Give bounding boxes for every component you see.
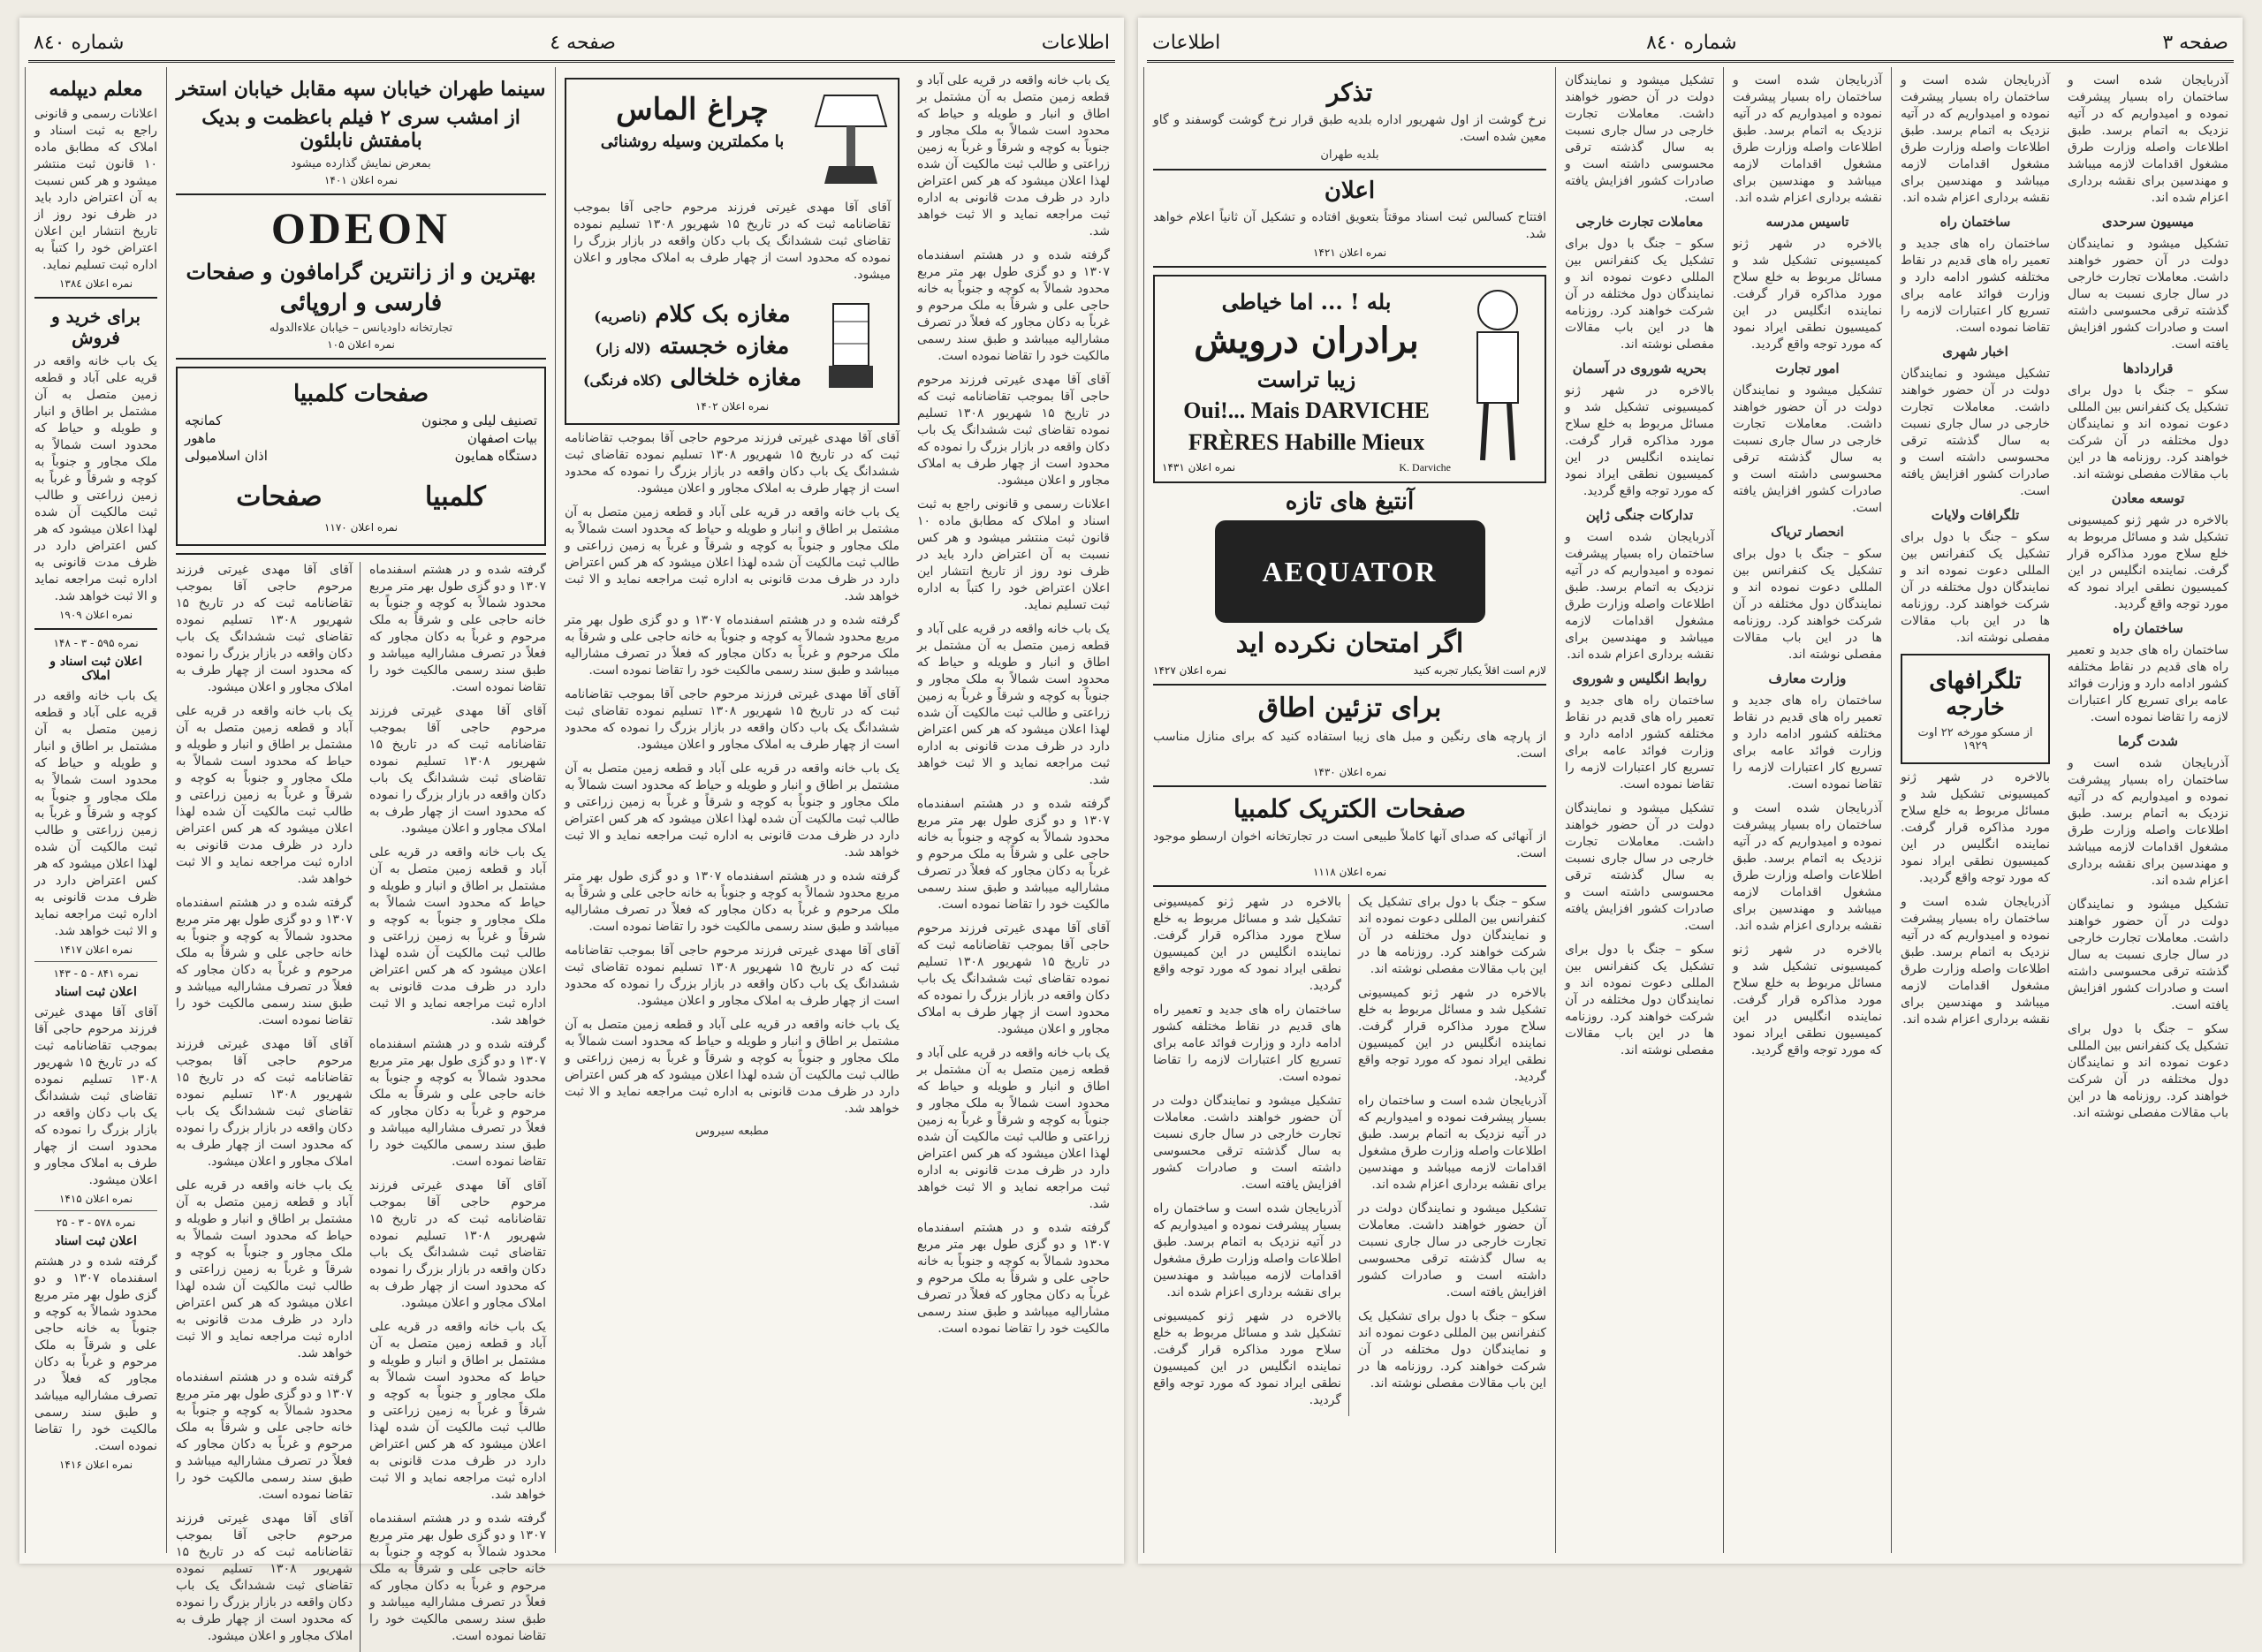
odeon-dealer: تجارتخانه داودیانس – خیابان علاءالدوله	[269, 322, 453, 335]
section-title: میسیون سرحدی	[2101, 214, 2195, 230]
article-column: تشکیل میشود و نمایندگان دولت در آن حضور خواهند داشت. معاملات تجارت خارجی در سال جاری نسبت به سال گذشته ترقی محسوسی داشته است و صادرات کشور افزایش یافته است. معاملات تجارت خارجی سکو – جنگ با دول برای تشکیل یک کنفرانس بین المللی دعوت نموده اند و نمایندگان دول مختلفه در آن شرکت خواهند کرد. روزنامه ها در این باب مقالات مفصلی نوشته اند. بحریه شوروی در آسمان بالاخره در شهر ژنو کمیسیونی تشکیل شد و مسائل مربوط به خلع سلاح مورد مذاکره قرار گرفت. نماینده انگلیس در این کمیسیون نطقی ایراد نمود که مورد توجه واقع گردید. تدارکات جنگی ژاپن آذربایجان شده است و ساختمان راه بسیار پیشرفت نموده و امیدواریم که در آتیه نزدیک به اتمام برسد. طبق اطلاعات واصله وزارت طرق مشغول اقدامات لازمه میباشد و مهندسین برای نقشه برداری اعزام شده اند. روابط انگلیس و شوروی ساختمان راه های جدید و تعمیر راه های قدیم در نقاط مختلفه کشور ادامه دارد و وزارت فوائد عامه برای تسریع کار اعتبارات لازمه را تقاضا نموده است. تشکیل میشود و نمایندگان دولت در آن حضور خواهند داشت. معاملات تجارت خارجی در سال جاری نسبت به سال گذشته ترقی محسوسی داشته است و صادرات کشور افزایش یافته است. سکو – جنگ با دول برای تشکیل یک کنفرانس بین المللی دعوت نموده اند و نمایندگان دول مختلفه در آن شرکت خواهند کرد. روزنامه ها در این باب مقالات مفصلی نوشته اند.	[1565, 73, 1714, 1057]
odeon-brand: ODEON	[270, 203, 452, 253]
sale-ad-number: نمره اعلان ۱۹۰۹	[58, 609, 133, 621]
darviche-latin-2: FRÈRES Habille Mieux	[1188, 429, 1425, 455]
section-title: انحصار تریاک	[1771, 524, 1844, 540]
registration-body: یک باب خانه واقعه در قریه علی آباد و قطعه زمین متصل به آن مشتمل بر اطاق و انبار و طویله و حیاط که محدود است شمالاً به ملک مجاور و جنوباً به کوچه و شرقاً و غرباً به زمین زراعتی و طالب ثبت مالکیت آن شده لهذا اعلان میشود که هر کس اعتراض دارد در ظرف مدت قانونی به اداره ثبت مراجعه نماید و الا ثبت خواهد شد.	[34, 689, 157, 938]
store-1-note: (ناصریه)	[594, 308, 648, 325]
section-title: توسعه معادن	[2111, 490, 2185, 506]
list-item: تصنیف لیلی و مجنون کمانچه	[185, 413, 537, 428]
section-title: قراردادها	[2122, 360, 2174, 376]
left-col-3	[555, 67, 908, 1553]
sale-ad-title: برای خرید و فروش	[51, 306, 140, 348]
teacher-ad-title: معلم دیپلمه	[49, 78, 143, 101]
section-title: معاملات تجارت خارجی	[1575, 214, 1704, 230]
store-1: مغازه بک کلام	[655, 301, 791, 328]
lamp-icon	[811, 87, 891, 193]
reminder-text: نرخ گوشت از اول شهریور اداره بلدیه طبق قرار نرخ گوشت گوسفند و گاو معین شده است.	[1153, 113, 1546, 144]
newspaper-name: اطلاعات	[1041, 31, 1110, 54]
section-title: شدت گرما	[2118, 733, 2178, 749]
teacher-ad-number: نمره اعلان ۱۳۸٤	[58, 277, 133, 290]
darviche-latin-1: Oui!... Mais DARVICHE	[1183, 398, 1430, 423]
darviche-line-3: زیبا تراست	[1256, 367, 1356, 392]
columbia-records-ad	[176, 367, 546, 546]
article-column: آقای آقا مهدی غیرتی فرزند مرحوم حاجی آقا بموجب تقاضانامه ثبت که در تاریخ ۱۵ شهریور ۱۳۰۸ تسلیم نموده تقاضای ثبت ششدانگ یک باب دکان واقعه در بازار بزرگ را نموده که محدود است از چهار طرف به املاک مجاور و اعلان میشود. یک باب خانه واقعه در قریه علی آباد و قطعه زمین متصل به آن مشتمل بر اطاق و انبار و طویله و حیاط که محدود است شمالاً به ملک مجاور و جنوباً به کوچه و شرقاً و غرباً به زمین زراعتی و طالب ثبت مالکیت آن شده لهذا اعلان میشود که هر کس اعتراض دارد در ظرف مدت قانونی به اداره ثبت مراجعه نماید و الا ثبت خواهد شد. گرفته شده و در هشتم اسفندماه ۱۳۰۷ و دو گزی طول بهر متر مربع محدود شمالاً به کوچه و جنوباً به خانه حاجی علی و شرقاً به ملک مرحوم و غرباً به دکان مجاور که فعلاً در تصرف مشارالیه میباشد و طبق سند رسمی مالکیت خود را تقاضا نموده است. آقای آقا مهدی غیرتی فرزند مرحوم حاجی آقا بموجب تقاضانامه ثبت که در تاریخ ۱۵ شهریور ۱۳۰۸ تسلیم نموده تقاضای ثبت ششدانگ یک باب دکان واقعه در بازار بزرگ را نموده که محدود است از چهار طرف به املاک مجاور و اعلان میشود. یک باب خانه واقعه در قریه علی آباد و قطعه زمین متصل به آن مشتمل بر اطاق و انبار و طویله و حیاط که محدود است شمالاً به ملک مجاور و جنوباً به کوچه و شرقاً و غرباً به زمین زراعتی و طالب ثبت مالکیت آن شده لهذا اعلان میشود که هر کس اعتراض دارد در ظرف مدت قانونی به اداره ثبت مراجعه نماید و الا ثبت خواهد شد. گرفته شده و در هشتم اسفندماه ۱۳۰۷ و دو گزی طول بهر متر مربع محدود شمالاً به کوچه و جنوباً به خانه حاجی علی و شرقاً به ملک مرحوم و غرباً به دکان مجاور که فعلاً در تصرف مشارالیه میباشد و طبق سند رسمی مالکیت خود را تقاضا نموده است. آقای آقا مهدی غیرتی فرزند مرحوم حاجی آقا بموجب تقاضانامه ثبت که در تاریخ ۱۵ شهریور ۱۳۰۸ تسلیم نموده تقاضای ثبت ششدانگ یک باب دکان واقعه در بازار بزرگ را نموده که محدود است از چهار طرف به املاک مجاور و اعلان میشود.	[176, 562, 361, 1652]
columbia-electric-title: صفحات الکتریک کلمبیا	[1233, 794, 1467, 823]
article-column: آقای آقا مهدی غیرتی فرزند مرحوم حاجی آقا بموجب تقاضانامه ثبت که در تاریخ ۱۵ شهریور ۱۳۰۸ تسلیم نموده تقاضای ثبت ششدانگ یک باب دکان واقعه در بازار بزرگ را نموده که محدود است از چهار طرف به املاک مجاور و اعلان میشود. یک باب خانه واقعه در قریه علی آباد و قطعه زمین متصل به آن مشتمل بر اطاق و انبار و طویله و حیاط که محدود است شمالاً به ملک مجاور و جنوباً به کوچه و شرقاً و غرباً به زمین زراعتی و طالب ثبت مالکیت آن شده لهذا اعلان میشود که هر کس اعتراض دارد در ظرف مدت قانونی به اداره ثبت مراجعه نماید و الا ثبت خواهد شد. گرفته شده و در هشتم اسفندماه ۱۳۰۷ و دو گزی طول بهر متر مربع محدود شمالاً به کوچه و جنوباً به خانه حاجی علی و شرقاً به ملک مرحوم و غرباً به دکان مجاور که فعلاً در تصرف مشارالیه میباشد و طبق سند رسمی مالکیت خود را تقاضا نموده است. آقای آقا مهدی غیرتی فرزند مرحوم حاجی آقا بموجب تقاضانامه ثبت که در تاریخ ۱۵ شهریور ۱۳۰۸ تسلیم نموده تقاضای ثبت ششدانگ یک باب دکان واقعه در بازار بزرگ را نموده که محدود است از چهار طرف به املاک مجاور و اعلان میشود. یک باب خانه واقعه در قریه علی آباد و قطعه زمین متصل به آن مشتمل بر اطاق و انبار و طویله و حیاط که محدود است شمالاً به ملک مجاور و جنوباً به کوچه و شرقاً و غرباً به زمین زراعتی و طالب ثبت مالکیت آن شده لهذا اعلان میشود که هر کس اعتراض دارد در ظرف مدت قانونی به اداره ثبت مراجعه نماید و الا ثبت خواهد شد. گرفته شده و در هشتم اسفندماه ۱۳۰۷ و دو گزی طول بهر متر مربع محدود شمالاً به کوچه و جنوباً به خانه حاجی علی و شرقاً به ملک مرحوم و غرباً به دکان مجاور که فعلاً در تصرف مشارالیه میباشد و طبق سند رسمی مالکیت خود را تقاضا نموده است. آقای آقا مهدی غیرتی فرزند مرحوم حاجی آقا بموجب تقاضانامه ثبت که در تاریخ ۱۵ شهریور ۱۳۰۸ تسلیم نموده تقاضای ثبت ششدانگ یک باب دکان واقعه در بازار بزرگ را نموده که محدود است از چهار طرف به املاک مجاور و اعلان میشود. یک باب خانه واقعه در قریه علی آباد و قطعه زمین متصل به آن مشتمل بر اطاق و انبار و طویله و حیاط که محدود است شمالاً به ملک مجاور و جنوباً به کوچه و شرقاً و غرباً به زمین زراعتی و طالب ثبت مالکیت آن شده لهذا اعلان میشود که هر کس اعتراض دارد در ظرف مدت قانونی به اداره ثبت مراجعه نماید و الا ثبت خواهد شد.	[565, 431, 899, 1116]
sale-ad-body: یک باب خانه واقعه در قریه علی آباد و قطعه زمین متصل به آن مشتمل بر اطاق و انبار و طویله و حیاط که محدود است شمالاً به ملک مجاور و جنوباً به کوچه و شرقاً و غرباً به زمین زراعتی و طالب ثبت مالکیت آن شده لهذا اعلان میشود که هر کس اعتراض دارد در ظرف مدت قانونی به اداره ثبت مراجعه نماید و الا ثبت خواهد شد.	[34, 354, 157, 603]
odeon-line-2: فارسی و اروپائی	[279, 290, 443, 316]
section-title: تلگرافات ولایات	[1931, 507, 2020, 523]
section-title: ساختمان راه	[2113, 620, 2183, 636]
issue-number: شماره ۸٤۰	[34, 31, 125, 54]
article-column: بالاخره در شهر ژنو کمیسیونی تشکیل شد و مسائل مربوط به خلع سلاح مورد مذاکره قرار گرفت. نماینده انگلیس در این کمیسیون نطقی ایراد نمود که مورد توجه واقع گردید. ساختمان راه های جدید و تعمیر راه های قدیم در نقاط مختلفه کشور ادامه دارد و وزارت فوائد عامه برای تسریع کار اعتبارات لازمه را تقاضا نموده است. تشکیل میشود و نمایندگان دولت در آن حضور خواهند داشت. معاملات تجارت خارجی در سال جاری نسبت به سال گذشته ترقی محسوسی داشته است و صادرات کشور افزایش یافته است. آذربایجان شده است و ساختمان راه بسیار پیشرفت نموده و امیدواریم که در آتیه نزدیک به اتمام برسد. طبق اطلاعات واصله وزارت طرق مشغول اقدامات لازمه میباشد و مهندسین برای نقشه برداری اعزام شده اند. بالاخره در شهر ژنو کمیسیونی تشکیل شد و مسائل مربوط به خلع سلاح مورد مذاکره قرار گرفت. نماینده انگلیس در این کمیسیون نطقی ایراد نمود که مورد توجه واقع گردید.	[1153, 894, 1349, 1416]
odeon-line-1: بهترین و از زانترین گرامافون و صفحات	[186, 259, 536, 284]
notice-text: افتتاح کسالس ثبت اسناد موقتاً بتعویق افتاده و تشکیل آن ثانیاً اعلام خواهد شد.	[1153, 210, 1546, 241]
columbia-number: نمره اعلان ۱۱۷۰	[323, 521, 399, 534]
darviche-line-1: بله ! ... اما خیاطی	[1221, 289, 1392, 314]
article-column: بالاخره در شهر ژنو کمیسیونی تشکیل شد و مسائل مربوط به خلع سلاح مورد مذاکره قرار گرفت. نماینده انگلیس در این کمیسیون نطقی ایراد نمود که مورد توجه واقع گردید. آذربایجان شده است و ساختمان راه بسیار پیشرفت نموده و امیدواریم که در آتیه نزدیک به اتمام برسد. طبق اطلاعات واصله وزارت طرق مشغول اقدامات لازمه میباشد و مهندسین برای نقشه برداری اعزام شده اند.	[1901, 770, 2050, 1027]
columbia-electric-number: نمره اعلان ۱۱۱۸	[1312, 866, 1387, 878]
registration-serial: نمره ۸۴۱ - ۵ - ۱۴۳	[53, 967, 139, 980]
list-item: دستگاه همایون اذان اسلامبولی	[185, 448, 537, 464]
odeon-number: نمره اعلان ۱۰۵	[327, 338, 395, 351]
registration-serial: نمره ۵۷۸ - ۳ - ۲۵	[56, 1216, 136, 1229]
section-title: ساختمان راه	[1939, 214, 2011, 230]
darviche-ad	[1153, 275, 1546, 483]
lamp-title: چراغ الماس	[616, 92, 769, 127]
store-2-note: (لاله زار)	[595, 340, 651, 357]
page-number: صفحه ٤	[550, 31, 616, 54]
list-item: بیات اصفهان ماهور	[185, 430, 537, 446]
darviche-line-2: برادران درویش	[1194, 320, 1419, 361]
cinema-number: نمره اعلان ۱۴۰۱	[323, 174, 399, 186]
aequator-number: نمره اعلان ۱۴۲۷	[1153, 664, 1227, 677]
section-title: تاسیس مدرسه	[1765, 214, 1849, 230]
reminder-signature: بلدیه طهران	[1320, 148, 1379, 162]
notice-title: اعلان	[1324, 178, 1376, 204]
left-page-header	[28, 25, 1115, 63]
cinema-line-2: از امشب سری ۲ فیلم باعظمت و بدیک بامفتش نابلئون	[201, 106, 520, 152]
registration-number: نمره اعلان ۱۴۱۵	[58, 1193, 133, 1205]
section-title: وزارت معارف	[1768, 671, 1847, 686]
aequator-tagline: اگر امتحان نکرده اید	[1235, 628, 1464, 659]
columbia-footer-brand: کلمبیا	[425, 481, 486, 512]
registration-title: اعلان ثبت اسناد	[55, 985, 137, 999]
room-ad-text: از پارچه های رنگین و مبل های زیبا استفاده کنید که برای منازل مناسب است.	[1153, 730, 1546, 761]
registration-title: اعلان ثبت اسناد و املاک	[49, 655, 142, 683]
article-column: سکو – جنگ با دول برای تشکیل یک کنفرانس بین المللی دعوت نموده اند و نمایندگان دول مختلفه در آن شرکت خواهند کرد. روزنامه ها در این باب مقالات مفصلی نوشته اند. بالاخره در شهر ژنو کمیسیونی تشکیل شد و مسائل مربوط به خلع سلاح مورد مذاکره قرار گرفت. نماینده انگلیس در این کمیسیون نطقی ایراد نمود که مورد توجه واقع گردید. آذربایجان شده است و ساختمان راه بسیار پیشرفت نموده و امیدواریم که در آتیه نزدیک به اتمام برسد. طبق اطلاعات واصله وزارت طرق مشغول اقدامات لازمه میباشد و مهندسین برای نقشه برداری اعزام شده اند. تشکیل میشود و نمایندگان دولت در آن حضور خواهند داشت. معاملات تجارت خارجی در سال جاری نسبت به سال گذشته ترقی محسوسی داشته است و صادرات کشور افزایش یافته است. سکو – جنگ با دول برای تشکیل یک کنفرانس بین المللی دعوت نموده اند و نمایندگان دول مختلفه در آن شرکت خواهند کرد. روزنامه ها در این باب مقالات مفصلی نوشته اند.	[1358, 895, 1546, 1391]
teacher-ad-body: اعلانات رسمی و قانونی راجع به ثبت اسناد و املاک که مطابق ماده ۱۰ قانون ثبت منتشر میشود و هر کس نسبت به آن اعتراض دارد باید در ظرف نود روز از تاریخ انتشار این اعلان اعتراض خود را کتباً به اداره ثبت تسلیم نماید.	[34, 107, 157, 272]
article-column: گرفته شده و در هشتم اسفندماه ۱۳۰۷ و دو گزی طول بهر متر مربع محدود شمالاً به کوچه و جنوباً به خانه حاجی علی و شرقاً به ملک مرحوم و غرباً به دکان مجاور که فعلاً در تصرف مشارالیه میباشد و طبق سند رسمی مالکیت خود را تقاضا نموده است. آقای آقا مهدی غیرتی فرزند مرحوم حاجی آقا بموجب تقاضانامه ثبت که در تاریخ ۱۵ شهریور ۱۳۰۸ تسلیم نموده تقاضای ثبت ششدانگ یک باب دکان واقعه در بازار بزرگ را نموده که محدود است از چهار طرف به املاک مجاور و اعلان میشود. یک باب خانه واقعه در قریه علی آباد و قطعه زمین متصل به آن مشتمل بر اطاق و انبار و طویله و حیاط که محدود است شمالاً به ملک مجاور و جنوباً به کوچه و شرقاً و غرباً به زمین زراعتی و طالب ثبت مالکیت آن شده لهذا اعلان میشود که هر کس اعتراض دارد در ظرف مدت قانونی به اداره ثبت مراجعه نماید و الا ثبت خواهد شد. گرفته شده و در هشتم اسفندماه ۱۳۰۷ و دو گزی طول بهر متر مربع محدود شمالاً به کوچه و جنوباً به خانه حاجی علی و شرقاً به ملک مرحوم و غرباً به دکان مجاور که فعلاً در تصرف مشارالیه میباشد و طبق سند رسمی مالکیت خود را تقاضا نموده است. آقای آقا مهدی غیرتی فرزند مرحوم حاجی آقا بموجب تقاضانامه ثبت که در تاریخ ۱۵ شهریور ۱۳۰۸ تسلیم نموده تقاضای ثبت ششدانگ یک باب دکان واقعه در بازار بزرگ را نموده که محدود است از چهار طرف به املاک مجاور و اعلان میشود. یک باب خانه واقعه در قریه علی آباد و قطعه زمین متصل به آن مشتمل بر اطاق و انبار و طویله و حیاط که محدود است شمالاً به ملک مجاور و جنوباً به کوچه و شرقاً و غرباً به زمین زراعتی و طالب ثبت مالکیت آن شده لهذا اعلان میشود که هر کس اعتراض دارد در ظرف مدت قانونی به اداره ثبت مراجعه نماید و الا ثبت خواهد شد. گرفته شده و در هشتم اسفندماه ۱۳۰۷ و دو گزی طول بهر متر مربع محدود شمالاً به کوچه و جنوباً به خانه حاجی علی و شرقاً به ملک مرحوم و غرباً به دکان مجاور که فعلاً در تصرف مشارالیه میباشد و طبق سند رسمی مالکیت خود را تقاضا نموده است.	[369, 563, 546, 1643]
registration-serial: نمره ۵۹۵ - ۳ - ۱۴۸	[53, 637, 139, 649]
aequator-sub: لازم است اقلاً یکبار تجربه کنید	[1413, 664, 1546, 677]
aequator-title: آنتیغ های تازه	[1285, 489, 1415, 515]
telegrams-box	[1901, 654, 2050, 764]
razor-blade-image	[1215, 520, 1485, 623]
article-column: آذربایجان شده است و ساختمان راه بسیار پیشرفت نموده و امیدواریم که در آتیه نزدیک به اتمام برسد. طبق اطلاعات واصله وزارت طرق مشغول اقدامات لازمه میباشد و مهندسین برای نقشه برداری اعزام شده اند. میسیون سرحدی تشکیل میشود و نمایندگان دولت در آن حضور خواهند داشت. معاملات تجارت خارجی در سال جاری نسبت به سال گذشته ترقی محسوسی داشته است و صادرات کشور افزایش یافته است. قراردادها سکو – جنگ با دول برای تشکیل یک کنفرانس بین المللی دعوت نموده اند و نمایندگان دول مختلفه در آن شرکت خواهند کرد. روزنامه ها در این باب مقالات مفصلی نوشته اند. توسعه معادن بالاخره در شهر ژنو کمیسیونی تشکیل شد و مسائل مربوط به خلع سلاح مورد مذاکره قرار گرفت. نماینده انگلیس در این کمیسیون نطقی ایراد نمود که مورد توجه واقع گردید. ساختمان راه ساختمان راه های جدید و تعمیر راه های قدیم در نقاط مختلفه کشور ادامه دارد و وزارت فوائد عامه برای تسریع کار اعتبارات لازمه را تقاضا نموده است. شدت گرما آذربایجان شده است و ساختمان راه بسیار پیشرفت نموده و امیدواریم که در آتیه نزدیک به اتمام برسد. طبق اطلاعات واصله وزارت طرق مشغول اقدامات لازمه میباشد و مهندسین برای نقشه برداری اعزام شده اند. تشکیل میشود و نمایندگان دولت در آن حضور خواهند داشت. معاملات تجارت خارجی در سال جاری نسبت به سال گذشته ترقی محسوسی داشته است و صادرات کشور افزایش یافته است. سکو – جنگ با دول برای تشکیل یک کنفرانس بین المللی دعوت نموده اند و نمایندگان دول مختلفه در آن شرکت خواهند کرد. روزنامه ها در این باب مقالات مفصلی نوشته اند.	[2068, 73, 2228, 1120]
right-col-news-3	[1891, 67, 2059, 1553]
reminder-title: تذکر	[1326, 78, 1373, 107]
page-number: صفحه ۳	[2162, 31, 2228, 54]
cinema-line-1: سینما طهران خیابان سپه مقابل خیابان استخر	[176, 78, 546, 101]
right-col-news-2	[1723, 67, 1891, 1553]
columbia-electric-text: از آنهائی که صدای آنها کاملاً طبیعی است در تجارتخانه اخوان ارسطو موجود است.	[1153, 830, 1546, 860]
section-title: اخبار شهری	[1942, 344, 2008, 360]
aequator-brand: AEQUATOR	[1262, 555, 1438, 587]
lamp-ad	[565, 78, 899, 425]
printer: مطبعه سیروس	[695, 1125, 770, 1138]
columbia-title: صفحات کلمبیا	[292, 381, 429, 407]
left-col-4	[908, 67, 1119, 1553]
lamp-number: نمره اعلان ۱۴۰۲	[695, 400, 770, 413]
lamp-subtitle: با مکملترین وسیله روشنائی	[600, 133, 785, 151]
section-title: تدارکات جنگی ژاپن	[1585, 507, 1694, 523]
registration-body: آقای آقا مهدی غیرتی فرزند مرحوم حاجی آقا بموجب تقاضانامه ثبت که در تاریخ ۱۵ شهریور ۱۳۰۸ تسلیم نموده تقاضای ثبت ششدانگ یک باب دکان واقعه در بازار بزرگ را نموده که محدود است از چهار طرف به املاک مجاور و اعلان میشود.	[34, 1005, 158, 1187]
notice-number: نمره اعلان ۱۴۲۱	[1312, 246, 1387, 259]
registration-body: گرفته شده و در هشتم اسفندماه ۱۳۰۷ و دو گزی طول بهر متر مربع محدود شمالاً به کوچه و جنوباً به خانه حاجی علی و شرقاً به ملک مرحوم و غرباً به دکان مجاور که فعلاً در تصرف مشارالیه میباشد و طبق سند رسمی مالکیت خود را تقاضا نموده است.	[34, 1254, 158, 1453]
columbia-footer-title: صفحات	[236, 481, 323, 512]
article-column: آذربایجان شده است و ساختمان راه بسیار پیشرفت نموده و امیدواریم که در آتیه نزدیک به اتمام برسد. طبق اطلاعات واصله وزارت طرق مشغول اقدامات لازمه میباشد و مهندسین برای نقشه برداری اعزام شده اند. تاسیس مدرسه بالاخره در شهر ژنو کمیسیونی تشکیل شد و مسائل مربوط به خلع سلاح مورد مذاکره قرار گرفت. نماینده انگلیس در این کمیسیون نطقی ایراد نمود که مورد توجه واقع گردید. امور تجارت تشکیل میشود و نمایندگان دولت در آن حضور خواهند داشت. معاملات تجارت خارجی در سال جاری نسبت به سال گذشته ترقی محسوسی داشته است و صادرات کشور افزایش یافته است. انحصار تریاک سکو – جنگ با دول برای تشکیل یک کنفرانس بین المللی دعوت نموده اند و نمایندگان دول مختلفه در آن شرکت خواهند کرد. روزنامه ها در این باب مقالات مفصلی نوشته اند. وزارت معارف ساختمان راه های جدید و تعمیر راه های قدیم در نقاط مختلفه کشور ادامه دارد و وزارت فوائد عامه برای تسریع کار اعتبارات لازمه را تقاضا نموده است. آذربایجان شده است و ساختمان راه بسیار پیشرفت نموده و امیدواریم که در آتیه نزدیک به اتمام برسد. طبق اطلاعات واصله وزارت طرق مشغول اقدامات لازمه میباشد و مهندسین برای نقشه برداری اعزام شده اند. بالاخره در شهر ژنو کمیسیونی تشکیل شد و مسائل مربوط به خلع سلاح مورد مذاکره قرار گرفت. نماینده انگلیس در این کمیسیون نطقی ایراد نمود که مورد توجه واقع گردید.	[1733, 73, 1882, 1057]
cinema-line-3: بمعرض نمایش گذارده میشود	[291, 157, 431, 171]
section-title: بحریه شوروی در آسمان	[1572, 360, 1707, 376]
room-ad-number: نمره اعلان ۱۴۳۰	[1312, 766, 1387, 778]
newspaper-name: اطلاعات	[1152, 31, 1221, 54]
telegrams-subtitle: از مسکو مورخه ۲۲ اوت ۱۹۲۹	[1917, 726, 2033, 753]
lamp-body: آقای آقا مهدی غیرتی فرزند مرحوم حاجی آقا بموجب تقاضانامه ثبت که در تاریخ ۱۵ شهریور ۱۳۰۸ تسلیم نموده تقاضای ثبت ششدانگ یک باب دکان واقعه در بازار بزرگ را نموده که محدود است از چهار طرف به املاک مجاور و اعلان میشود.	[573, 201, 891, 282]
darviche-number: نمره اعلان ۱۴۳۱	[1162, 461, 1236, 474]
darviche-sign: K. Darviche	[1399, 461, 1451, 474]
store-3-note: (کلاه فرنگی)	[582, 372, 663, 389]
left-page	[19, 18, 1124, 1643]
article-column: آذربایجان شده است و ساختمان راه بسیار پیشرفت نموده و امیدواریم که در آتیه نزدیک به اتمام برسد. طبق اطلاعات واصله وزارت طرق مشغول اقدامات لازمه میباشد و مهندسین برای نقشه برداری اعزام شده اند. ساختمان راه ساختمان راه های جدید و تعمیر راه های قدیم در نقاط مختلفه کشور ادامه دارد و وزارت فوائد عامه برای تسریع کار اعتبارات لازمه را تقاضا نموده است. اخبار شهری تشکیل میشود و نمایندگان دولت در آن حضور خواهند داشت. معاملات تجارت خارجی در سال جاری نسبت به سال گذشته ترقی محسوسی داشته است و صادرات کشور افزایش یافته است. تلگرافات ولایات سکو – جنگ با دول برای تشکیل یک کنفرانس بین المللی دعوت نموده اند و نمایندگان دول مختلفه در آن شرکت خواهند کرد. روزنامه ها در این باب مقالات مفصلی نوشته اند.	[1901, 73, 2050, 645]
room-ad-title: برای تزئین اطاق	[1257, 693, 1442, 724]
store-3: مغازه خلخالی	[670, 365, 802, 391]
left-col-2	[166, 67, 555, 1643]
left-col-1	[25, 67, 166, 1553]
right-col-news-4	[2059, 67, 2237, 1553]
right-col-news-1	[1555, 67, 1723, 1553]
registration-number: نمره اعلان ۱۴۱۷	[58, 943, 133, 956]
issue-number: شماره ۸٤۰	[1646, 31, 1737, 54]
registration-title: اعلان ثبت اسناد	[55, 1234, 137, 1248]
section-title: امور تجارت	[1775, 360, 1840, 376]
tailor-figure-icon	[1458, 284, 1537, 469]
store-2: مغازه خجسته	[658, 333, 790, 360]
right-page	[1138, 18, 2243, 1564]
article-column: یک باب خانه واقعه در قریه علی آباد و قطعه زمین متصل به آن مشتمل بر اطاق و انبار و طویله و حیاط که محدود است شمالاً به ملک مجاور و جنوباً به کوچه و شرقاً و غرباً به زمین زراعتی و طالب ثبت مالکیت آن شده لهذا اعلان میشود که هر کس اعتراض دارد در ظرف مدت قانونی به اداره ثبت مراجعه نماید و الا ثبت خواهد شد. گرفته شده و در هشتم اسفندماه ۱۳۰۷ و دو گزی طول بهر متر مربع محدود شمالاً به کوچه و جنوباً به خانه حاجی علی و شرقاً به ملک مرحوم و غرباً به دکان مجاور که فعلاً در تصرف مشارالیه میباشد و طبق سند رسمی مالکیت خود را تقاضا نموده است. آقای آقا مهدی غیرتی فرزند مرحوم حاجی آقا بموجب تقاضانامه ثبت که در تاریخ ۱۵ شهریور ۱۳۰۸ تسلیم نموده تقاضای ثبت ششدانگ یک باب دکان واقعه در بازار بزرگ را نموده که محدود است از چهار طرف به املاک مجاور و اعلان میشود. اعلانات رسمی و قانونی راجع به ثبت اسناد و املاک که مطابق ماده ۱۰ قانون ثبت منتشر میشود و هر کس نسبت به آن اعتراض دارد باید در ظرف نود روز از تاریخ انتشار این اعلان اعتراض خود را کتباً به اداره ثبت تسلیم نماید. یک باب خانه واقعه در قریه علی آباد و قطعه زمین متصل به آن مشتمل بر اطاق و انبار و طویله و حیاط که محدود است شمالاً به ملک مجاور و جنوباً به کوچه و شرقاً و غرباً به زمین زراعتی و طالب ثبت مالکیت آن شده لهذا اعلان میشود که هر کس اعتراض دارد در ظرف مدت قانونی به اداره ثبت مراجعه نماید و الا ثبت خواهد شد. گرفته شده و در هشتم اسفندماه ۱۳۰۷ و دو گزی طول بهر متر مربع محدود شمالاً به کوچه و جنوباً به خانه حاجی علی و شرقاً به ملک مرحوم و غرباً به دکان مجاور که فعلاً در تصرف مشارالیه میباشد و طبق سند رسمی مالکیت خود را تقاضا نموده است. آقای آقا مهدی غیرتی فرزند مرحوم حاجی آقا بموجب تقاضانامه ثبت که در تاریخ ۱۵ شهریور ۱۳۰۸ تسلیم نموده تقاضای ثبت ششدانگ یک باب دکان واقعه در بازار بزرگ را نموده که محدود است از چهار طرف به املاک مجاور و اعلان میشود. یک باب خانه واقعه در قریه علی آباد و قطعه زمین متصل به آن مشتمل بر اطاق و انبار و طویله و حیاط که محدود است شمالاً به ملک مجاور و جنوباً به کوچه و شرقاً و غرباً به زمین زراعتی و طالب ثبت مالکیت آن شده لهذا اعلان میشود که هر کس اعتراض دارد در ظرف مدت قانونی به اداره ثبت مراجعه نماید و الا ثبت خواهد شد. گرفته شده و در هشتم اسفندماه ۱۳۰۷ و دو گزی طول بهر متر مربع محدود شمالاً به کوچه و جنوباً به خانه حاجی علی و شرقاً به ملک مرحوم و غرباً به دکان مجاور که فعلاً در تصرف مشارالیه میباشد و طبق سند رسمی مالکیت خود را تقاضا نموده است.	[917, 73, 1110, 1336]
section-title: روابط انگلیس و شوروی	[1572, 671, 1707, 686]
lantern-icon	[811, 291, 891, 397]
right-col-ads	[1143, 67, 1555, 1553]
telegrams-title: تلگرافهای خارجه	[1929, 668, 2022, 721]
right-page-header	[1147, 25, 2234, 63]
registration-number: نمره اعلان ۱۴۱۶	[58, 1459, 133, 1471]
